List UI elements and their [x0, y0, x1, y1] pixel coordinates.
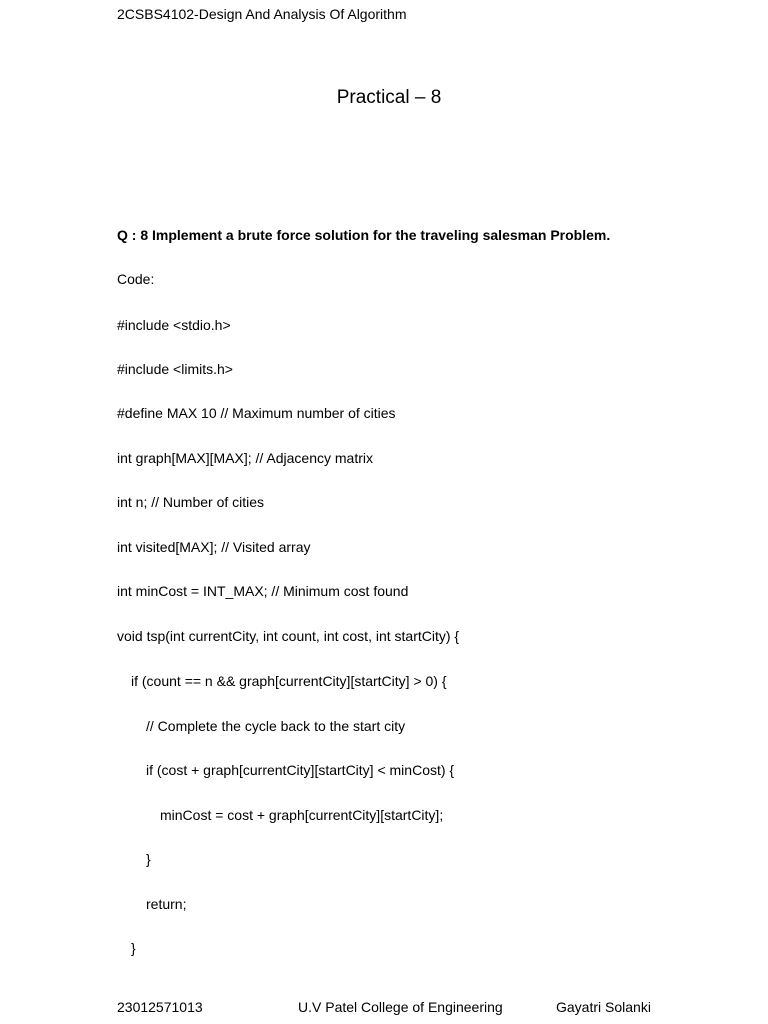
page-header: 2CSBS4102-Design And Analysis Of Algorithm	[117, 6, 407, 22]
code-line: }	[146, 851, 151, 867]
footer-enrollment: 23012571013	[117, 999, 203, 1015]
code-line: }	[131, 940, 136, 956]
footer-college: U.V Patel College of Engineering	[298, 999, 503, 1015]
code-line: return;	[146, 896, 187, 912]
code-line: if (cost + graph[currentCity][startCity] < minCost) {	[146, 762, 455, 778]
code-line: void tsp(int currentCity, int count, int cost, int startCity) {	[117, 628, 460, 644]
footer-author: Gayatri Solanki	[556, 999, 651, 1015]
code-line: int n; // Number of cities	[117, 494, 265, 510]
code-label: Code:	[117, 271, 155, 287]
code-line: if (count == n && graph[currentCity][startCity] > 0) {	[131, 673, 447, 689]
code-line: int minCost = INT_MAX; // Minimum cost found	[117, 583, 409, 599]
code-line: #include <limits.h>	[117, 361, 233, 377]
question-heading: Q : 8 Implement a brute force solution for the traveling salesman Problem.	[117, 227, 611, 243]
code-line: #define MAX 10 // Maximum number of cities	[117, 405, 396, 421]
code-line: minCost = cost + graph[currentCity][startCity];	[160, 807, 444, 823]
code-line: int graph[MAX][MAX]; // Adjacency matrix	[117, 450, 373, 466]
page-title: Practical – 8	[336, 87, 442, 108]
code-line: // Complete the cycle back to the start city	[146, 718, 406, 734]
code-line: int visited[MAX]; // Visited array	[117, 539, 311, 555]
code-line: #include <stdio.h>	[117, 317, 231, 333]
